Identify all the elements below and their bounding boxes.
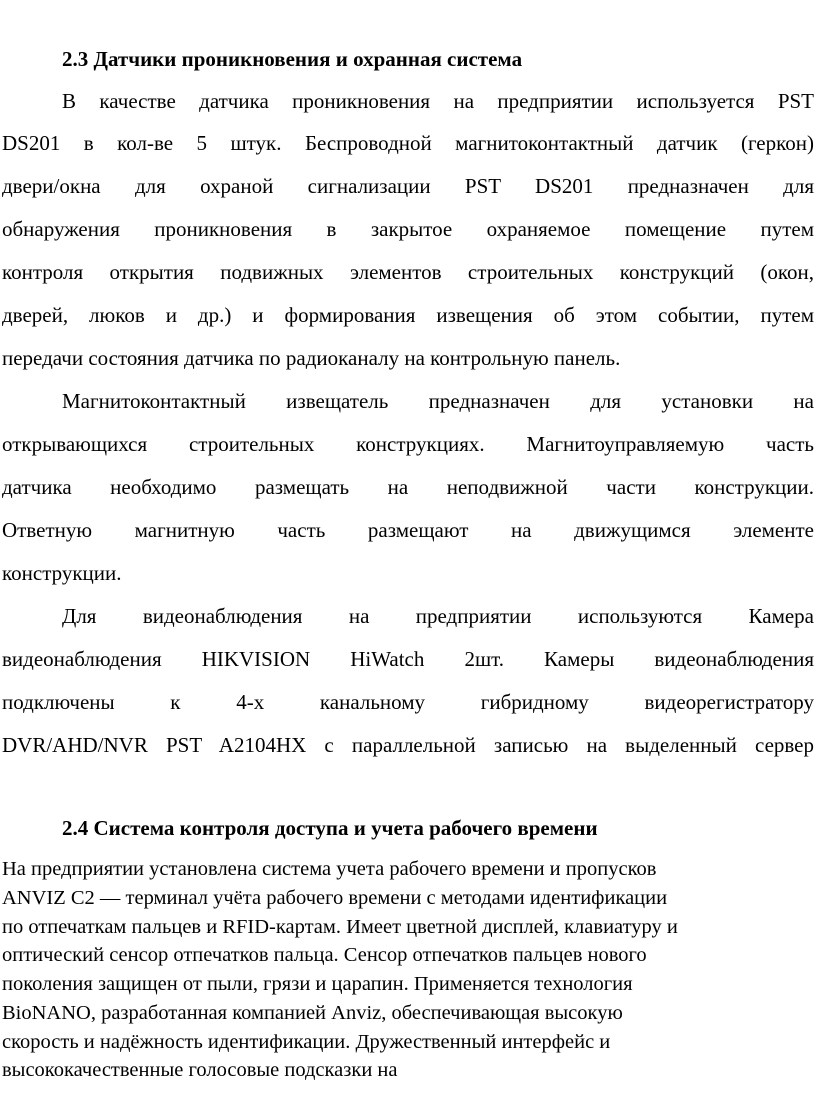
section-heading-2-3: 2.3 Датчики проникновения и охранная система xyxy=(62,47,523,71)
paragraph-line: В качестве датчика проникновения на предприятии используется PST xyxy=(62,89,814,113)
paragraph-line: ANVIZ C2 — терминал учёта рабочего времени с методами идентификации xyxy=(2,887,668,909)
paragraph-line: обнаружения проникновения в закрытое охраняемое помещение путем xyxy=(2,217,814,241)
paragraph-line: по отпечаткам пальцев и RFID-картам. Имеет цветной дисплей, клавиатуру и xyxy=(2,916,678,938)
paragraph-line: BioNANO, разработанная компанией Anviz, обеспечивающая высокую xyxy=(2,1002,623,1024)
paragraph-line: видеонаблюдения HIKVISION HiWatch 2шт. Камеры видеонаблюдения xyxy=(2,647,814,671)
paragraph-line: Ответную магнитную часть размещают на движущимся элементе xyxy=(2,518,814,542)
paragraph-line: DVR/AHD/NVR PST A2104HX с параллельной записью на выделенный сервер xyxy=(2,733,814,757)
paragraph-line: двери/окна для охраной сигнализации PST DS201 предназначен для xyxy=(2,174,814,198)
paragraph-line: конструкции. xyxy=(2,561,122,585)
paragraph-line: высококачественные голосовые подсказки на xyxy=(2,1059,398,1081)
paragraph-line: DS201 в кол-ве 5 штук. Беспроводной магнитоконтактный датчик (геркон) xyxy=(2,131,814,155)
paragraph-line: поколения защищен от пыли, грязи и царапин. Применяется технология xyxy=(2,973,633,995)
paragraph-line: Магнитоконтактный извещатель предназначен для установки на xyxy=(62,389,814,413)
paragraph-line: датчика необходимо размещать на неподвижной части конструкции. xyxy=(2,475,814,499)
paragraph-line: дверей, люков и др.) и формирования извещения об этом событии, путем xyxy=(2,303,814,327)
paragraph-line: оптический сенсор отпечатков пальца. Сенсор отпечатков пальцев нового xyxy=(2,944,647,966)
paragraph-line: контроля открытия подвижных элементов строительных конструкций (окон, xyxy=(2,260,814,284)
paragraph-line: На предприятии установлена система учета рабочего времени и пропусков xyxy=(2,858,657,880)
section-heading-2-4: 2.4 Система контроля доступа и учета рабочего времени xyxy=(62,816,598,840)
paragraph-line: открывающихся строительных конструкциях. Магнитоуправляемую часть xyxy=(2,432,814,456)
paragraph-line: Для видеонаблюдения на предприятии используются Камера xyxy=(62,604,814,628)
paragraph-line: передачи состояния датчика по радиоканалу на контрольную панель. xyxy=(2,346,621,370)
paragraph-line: подключены к 4-х канальному гибридному видеорегистратору xyxy=(2,690,814,714)
paragraph-line: скорость и надёжность идентификации. Дружественный интерфейс и xyxy=(2,1031,611,1053)
